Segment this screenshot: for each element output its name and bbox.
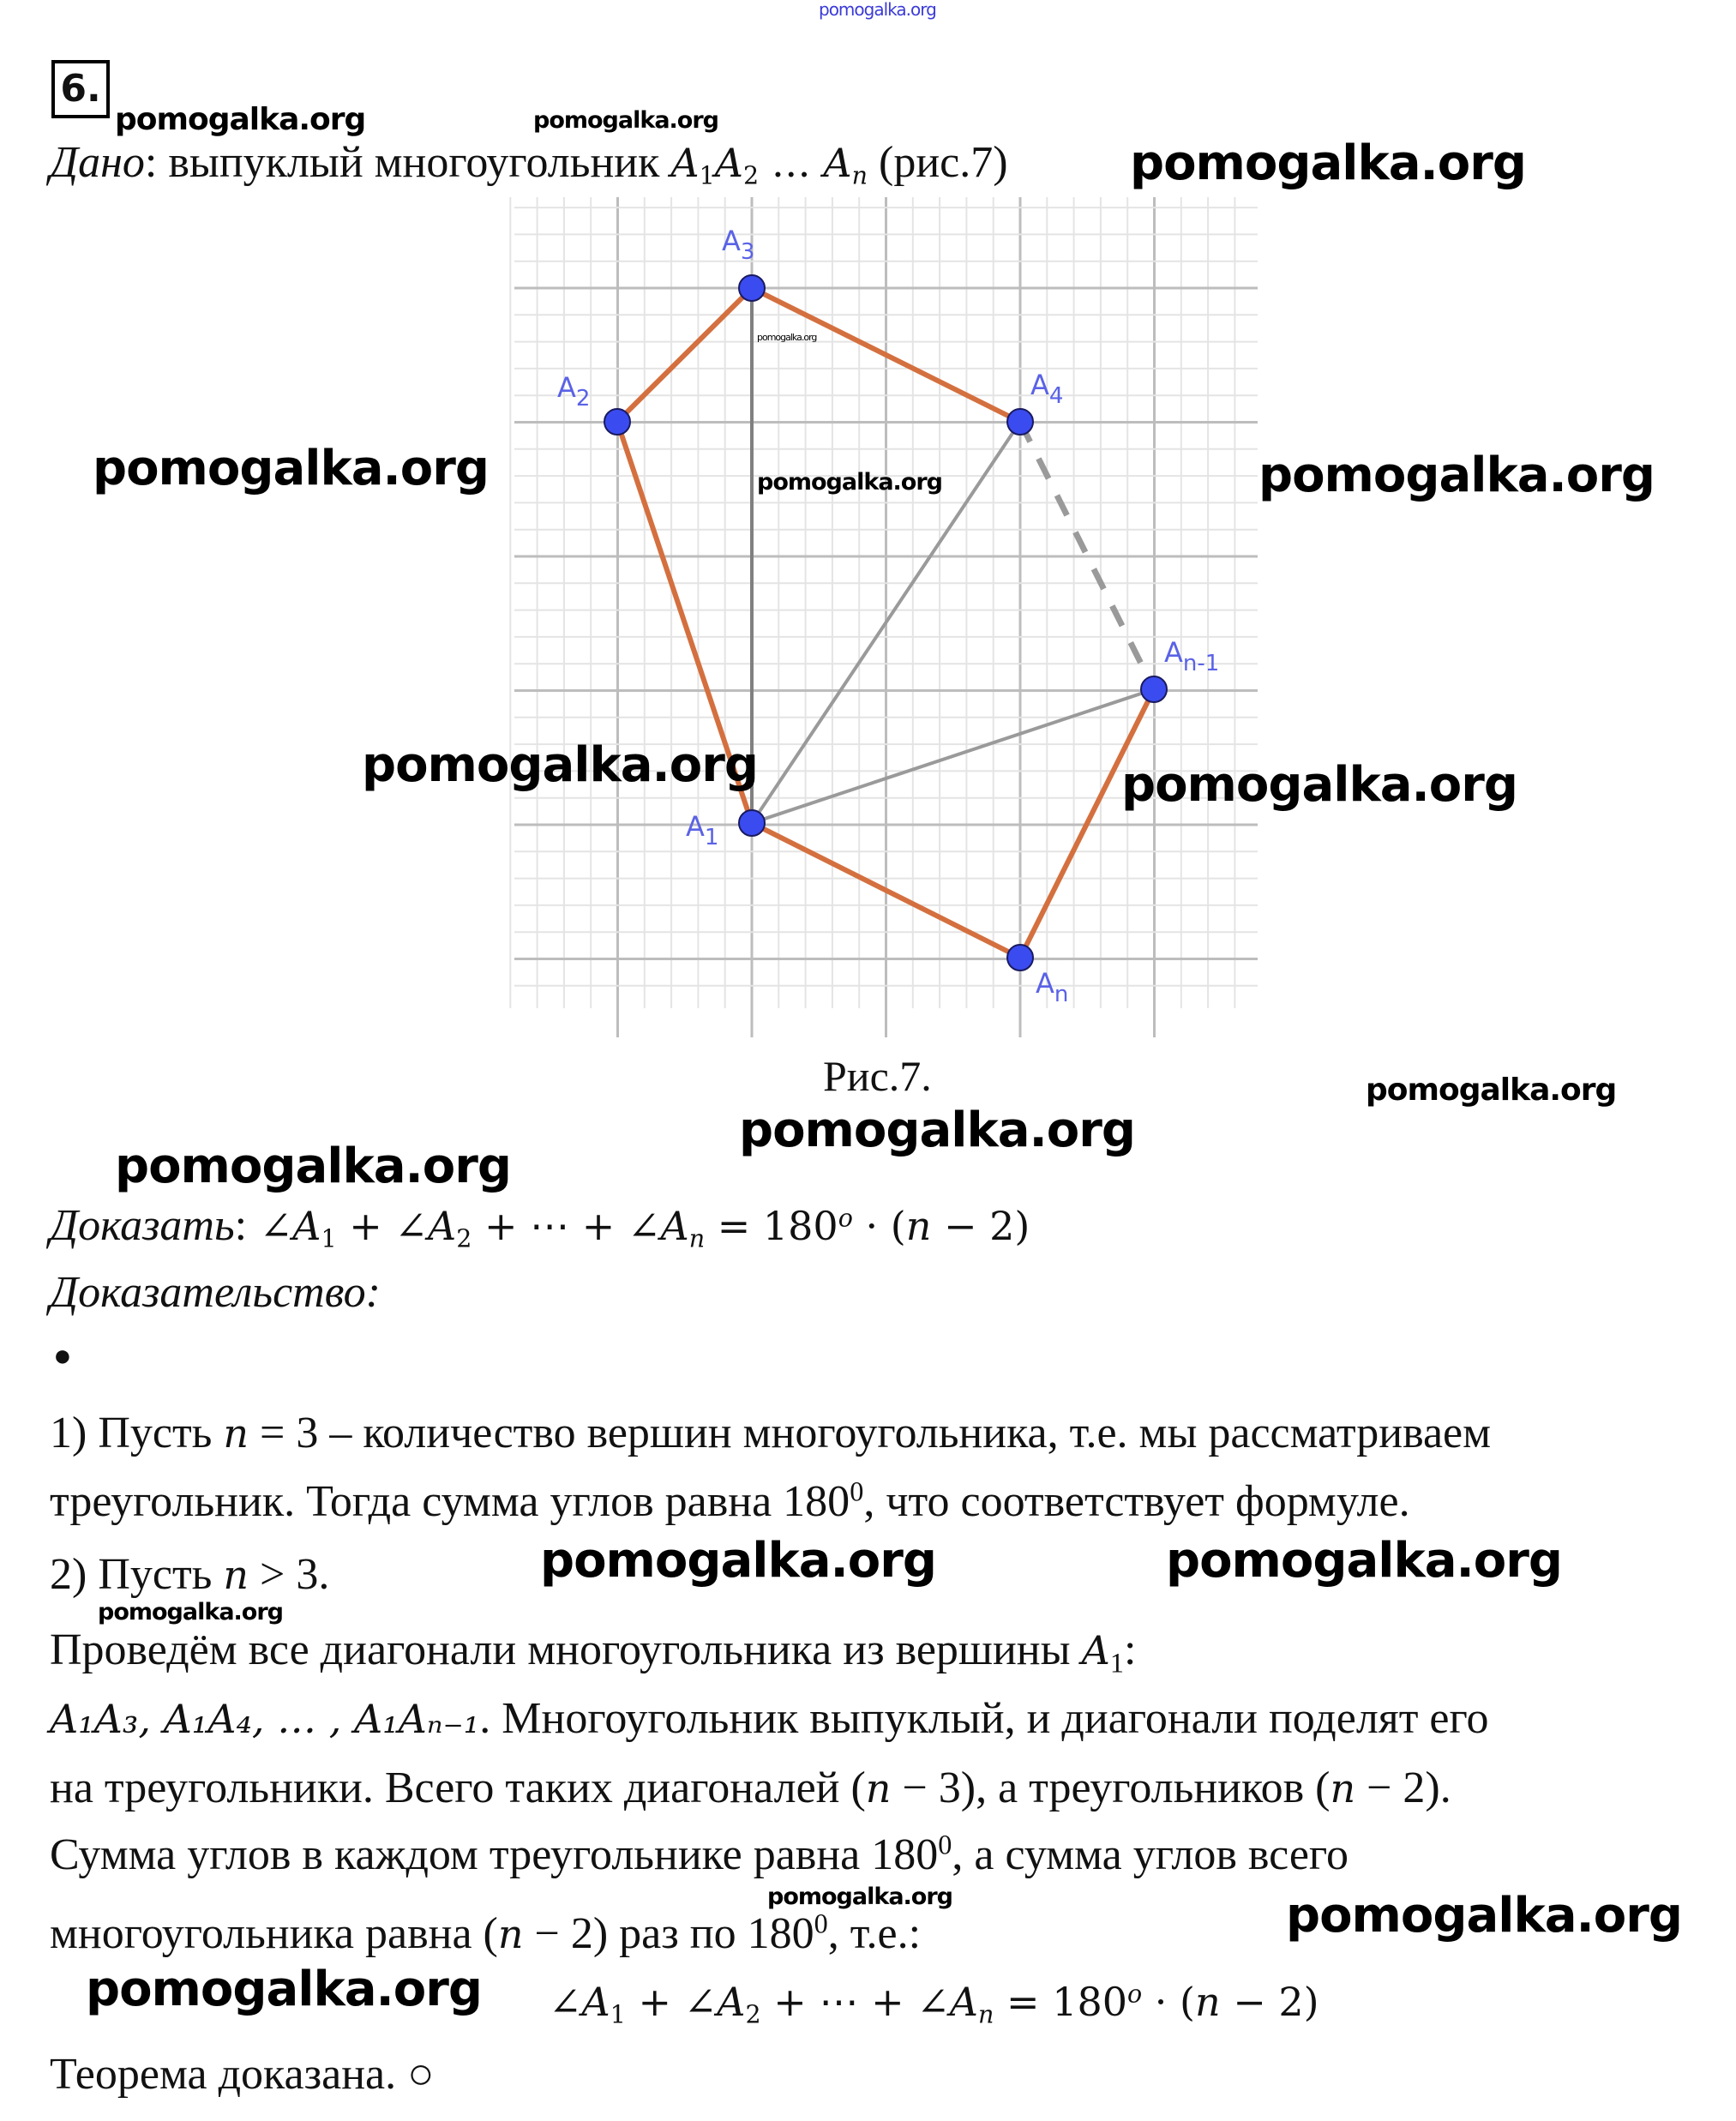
vertex-a1[interactable] [739,810,765,836]
math: − 2) [931,1203,1030,1249]
math: = 180 [994,1979,1127,2025]
text: − 2) раз по 180 [523,1909,814,1958]
math: · ( [852,1203,906,1249]
text: = 3 – количество вершин многоугольника, т.е. мы рассматриваем [249,1409,1492,1457]
math-sub: 1 [610,2000,626,2029]
math: … [759,140,824,186]
proof-label: Доказательство: [50,1268,381,1317]
proof-line-6 [50,1763,1451,1814]
bullet: ● [53,1338,72,1373]
math: n [223,1552,249,1598]
math: A [670,140,700,186]
watermark: pomogalka.org [86,1962,482,2017]
math: A [714,140,743,186]
label-a1: $A_1$ [686,810,719,850]
colon: : [144,138,158,187]
sup: 0 [850,1475,864,1507]
watermark: pomogalka.org [1366,1073,1617,1108]
watermark: pomogalka.org [739,1103,1135,1158]
figure-caption: Рис.7. [823,1052,932,1100]
math: + ⋯ + ∠ [472,1203,661,1249]
watermark: pomogalka.org [767,1884,952,1910]
text: : [1123,1625,1137,1674]
conclusion-line: Теорема доказана. ○ [50,2050,435,2099]
watermark: pomogalka.org [98,1599,283,1625]
proof-line-3 [50,1549,329,1601]
math: + ∠ [625,1979,718,2025]
math-sub: 1 [321,1224,337,1253]
proof-line-4 [50,1625,1137,1679]
prove-line: Доказать: $\angle A_1$ + $\angle A_2$ + ⋯ + $\angle A_n = 180^o \cdot (n - 2)$ [50,1201,1030,1253]
vertex-an[interactable] [1007,945,1033,970]
math: n [1330,1765,1356,1812]
text: 2) Пусть [50,1550,224,1599]
text: − 2). [1355,1763,1451,1812]
given-text: выпуклый многоугольник [157,138,671,187]
proof-line-1 [50,1408,1491,1459]
math-sub: 2 [456,1224,472,1253]
watermark: pomogalka.org [1130,135,1526,191]
text: треугольник. Тогда сумма углов равна 180 [50,1477,850,1526]
colon: : [234,1201,248,1250]
math-sup: o [1127,1980,1143,2009]
vertex-a4[interactable] [1007,409,1033,435]
label-a3: $A_3$ [722,225,755,265]
math: n [223,1410,249,1457]
math: n [905,1203,932,1249]
given-label: Дано [50,138,145,187]
text: , что соответствует формуле. [863,1477,1410,1526]
math: · ( [1142,1979,1195,2025]
text: 1) Пусть [50,1409,224,1457]
prove-label: Доказать [50,1201,235,1250]
sub: 1 [1109,1647,1124,1679]
watermark-top: pomogalka.org [819,0,936,20]
proof-line-8 [50,1908,921,1960]
math: ∠ [549,1979,582,2025]
watermark: pomogalka.org [93,441,489,496]
watermark: pomogalka.org [1166,1533,1562,1589]
label-a2: $A_2$ [557,371,591,412]
math-sup: o [838,1204,853,1233]
sup: 0 [938,1829,952,1860]
text: Сумма углов в каждом треугольнике равна 180 [50,1830,939,1879]
text: , т.е.: [827,1909,922,1958]
text: , а сумма углов всего [952,1830,1349,1879]
watermark: pomogalka.org [362,737,758,793]
watermark: pomogalka.org [1121,757,1517,813]
math: A [1081,1627,1110,1673]
label-an-1: $A_{n-1}$ [1164,636,1220,676]
proof-line-5 [50,1693,1489,1745]
label-an: $A_n$ [1036,967,1069,1007]
proof-formula: $\angle A_1$ + $\angle A_2$ + ⋯ + $\angle A_n = 180^o \cdot (n - 2)$ [549,1979,1319,2029]
vertex-a3[interactable] [739,275,765,301]
math: A₁A₃, A₁A₄, … , A₁Aₙ₋₁ [50,1696,480,1742]
watermark: pomogalka.org [757,469,942,496]
math-sub: 1 [699,161,715,190]
vertex-a2[interactable] [604,409,630,435]
watermark: pomogalka.org [1258,448,1655,503]
math: ∠ [247,1203,293,1249]
math: + ⋯ + ∠ [760,1979,950,2025]
watermark: pomogalka.org [540,1533,936,1589]
sup: 0 [814,1908,828,1939]
label-a4: $A_4$ [1030,369,1064,409]
text: Проведём все диагонали многоугольника из вершины [50,1625,1082,1674]
vertex-an-1[interactable] [1141,676,1167,702]
figure-ref: (рис.7) [868,138,1008,187]
math: n [865,1765,892,1812]
math-sub: 2 [742,161,760,190]
watermark: pomogalka.org [115,102,366,137]
math-sub: 2 [745,2000,761,2029]
math: n [497,1911,524,1957]
grid [510,197,1258,1037]
text: многоугольника равна ( [50,1909,498,1958]
text: на треугольники. Всего таких диагоналей ( [50,1763,866,1812]
math-sub: n [978,2000,994,2029]
math: = 180 [705,1203,838,1249]
math: n [1194,1979,1221,2025]
math: A [823,140,852,186]
watermark: pomogalka.org [757,332,817,343]
watermark: pomogalka.org [115,1139,511,1194]
math-sub: n [688,1224,706,1253]
math: − 2) [1220,1979,1319,2025]
math: + ∠ [336,1203,428,1249]
watermark: pomogalka.org [533,107,718,134]
problem-number: 6. [51,60,110,118]
proof-line-2 [50,1476,1410,1528]
diagonal-a1-an-1 [752,689,1154,823]
math-sub: n [851,161,868,190]
proof-line-7 [50,1830,1349,1881]
watermark: pomogalka.org [1286,1888,1682,1944]
text: . Многоугольник выпуклый, и диагонали поделят его [479,1694,1489,1743]
text: − 3), а треугольников ( [891,1763,1331,1812]
text: > 3. [249,1550,330,1599]
